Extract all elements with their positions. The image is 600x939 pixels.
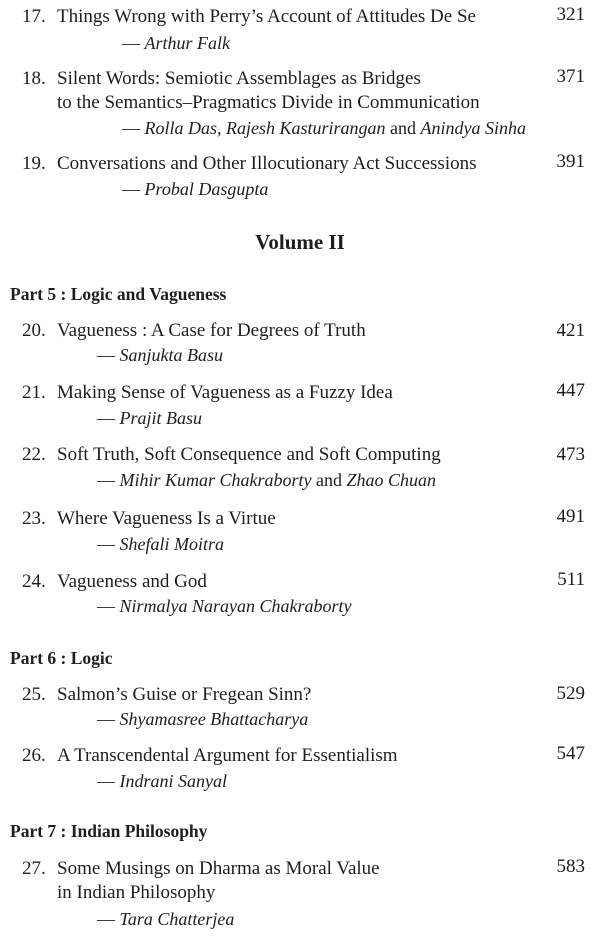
entry-number: 26. [22,745,46,766]
entry-author [97,908,234,930]
entry-author [122,178,268,200]
author-name: Rolla Das, Rajesh Kasturirangan [144,118,386,138]
entry-title: Vagueness : A Case for Degrees of Truth [57,320,366,341]
author-name: Indrani Sanyal [119,771,227,791]
entry-page-number: 421 [556,320,585,341]
volume-heading: Volume II [255,230,345,254]
entry-title-line-2: to the Semantics–Pragmatics Divide in Communication [57,92,480,113]
author-name: Arthur Falk [144,33,230,53]
author-dash: — [97,596,120,616]
entry-author [97,469,436,491]
entry-page-number: 321 [556,4,585,25]
author-dash: — [97,771,120,791]
entry-title-line-1: Some Musings on Dharma as Moral Value [57,858,380,879]
entry-author [97,595,352,617]
author-name: Tara Chatterjea [119,909,235,929]
entry-title: Things Wrong with Perry’s Account of Attitudes De Se [57,6,476,27]
entry-title-line-2: in Indian Philosophy [57,882,216,903]
entry-title-line-1: Silent Words: Semiotic Assemblages as Bridges [57,68,421,89]
author-name: Probal Dasgupta [144,179,269,199]
author-dash: — [122,118,145,138]
entry-number: 18. [22,68,46,89]
entry-number: 23. [22,508,46,529]
part-heading-5: Part 5 : Logic and Vagueness [10,284,227,304]
author-conjunction: and [385,118,421,138]
author-dash: — [97,345,120,365]
entry-author [97,770,227,792]
author-name: Shefali Moitra [119,534,224,554]
author-dash: — [97,408,120,428]
entry-page-number: 473 [556,444,585,465]
part-heading-7: Part 7 : Indian Philosophy [10,821,208,841]
entry-title: Salmon’s Guise or Fregean Sinn? [57,684,312,705]
entry-number: 17. [22,6,46,27]
author-name: Sanjukta Basu [119,345,223,365]
entry-number: 25. [22,684,46,705]
author-dash: — [122,33,145,53]
entry-page-number: 391 [556,151,585,172]
entry-author [97,407,202,429]
author-conjunction: and [311,470,347,490]
entry-title: Making Sense of Vagueness as a Fuzzy Idea [57,382,393,403]
entry-author [122,32,230,54]
entry-page-number: 491 [556,506,585,527]
entry-author [97,708,308,730]
author-dash: — [97,534,120,554]
entry-page-number: 511 [557,569,585,590]
author-name: Shyamasree Bhattacharya [119,709,309,729]
entry-page-number: 371 [556,66,585,87]
entry-page-number: 583 [556,856,585,877]
entry-number: 24. [22,571,46,592]
entry-title: A Transcendental Argument for Essentialism [57,745,398,766]
entry-title: Conversations and Other Illocutionary Act Successions [57,153,477,174]
author-dash: — [97,470,120,490]
entry-number: 27. [22,858,46,879]
author-name: Zhao Chuan [346,470,437,490]
author-dash: — [97,709,120,729]
entry-page-number: 529 [556,683,585,704]
author-name: Nirmalya Narayan Chakraborty [119,596,352,616]
entry-number: 21. [22,382,46,403]
entry-title: Soft Truth, Soft Consequence and Soft Computing [57,444,441,465]
author-name: Prajit Basu [119,408,203,428]
entry-page-number: 547 [556,743,585,764]
entry-title: Vagueness and God [57,571,207,592]
entry-author [97,533,224,555]
entry-title: Where Vagueness Is a Virtue [57,508,276,529]
entry-number: 20. [22,320,46,341]
author-name: Anindya Sinha [420,118,527,138]
entry-author [97,344,223,366]
author-dash: — [122,179,145,199]
author-name: Mihir Kumar Chakraborty [119,470,312,490]
part-heading-6: Part 6 : Logic [10,648,113,668]
entry-author [122,117,526,139]
entry-number: 19. [22,153,46,174]
entry-page-number: 447 [556,380,585,401]
author-dash: — [97,909,120,929]
entry-number: 22. [22,444,46,465]
